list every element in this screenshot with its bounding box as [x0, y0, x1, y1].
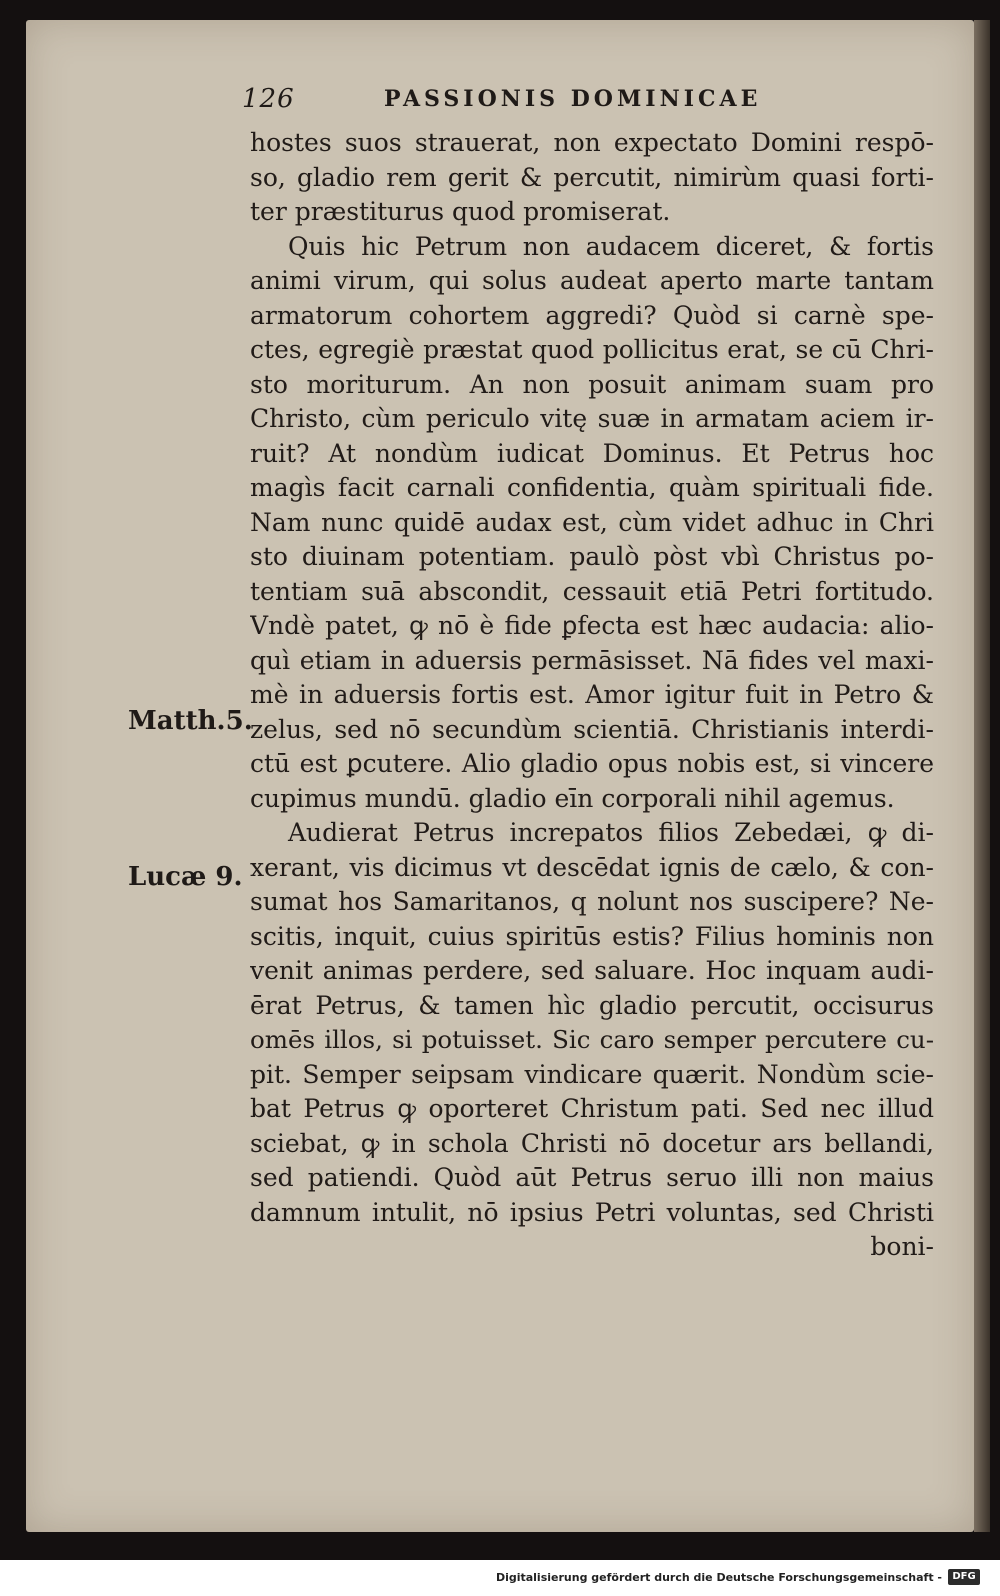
text-line: animi virum, qui solus audeat aperto marte tantam — [250, 266, 934, 295]
text-line: sto diuinam potentiam. paulò pòst vbì Christus po- — [250, 542, 934, 571]
page-header — [222, 84, 942, 124]
text-line: Vndè patet, ꝙ nō è fide ꝑfecta est hæc audacia: alio- — [250, 611, 934, 640]
text-line: Christo, cùm periculo vitę suæ in armatam aciem ir- — [250, 404, 934, 433]
text-line: ruit? At nondùm iudicat Dominus. Et Petrus hoc — [250, 438, 934, 468]
page-edge — [974, 20, 990, 1532]
dfg-logo: DFG — [948, 1569, 980, 1585]
text-line: sciebat, ꝙ in schola Christi nō docetur ars bellandi, — [250, 1128, 934, 1158]
text-line: xerant, vis dicimus vt descēdat ignis de cælo, & con- — [250, 852, 934, 882]
body-text — [250, 126, 934, 1265]
funding-credit: Digitalisierung gefördert durch die Deutsche Forschungsgemeinschaft - — [495, 1571, 942, 1584]
text-line: hostes suos strauerat, non expectato Domini respō- — [250, 128, 934, 157]
page-number: 126 — [242, 84, 295, 114]
footer-bar — [0, 1560, 1000, 1596]
text-line: damnum intulit, nō ipsius Petri voluntas, sed Christi — [250, 1197, 934, 1227]
text-line: zelus, sed nō secundùm scientiā. Christianis interdi- — [250, 714, 934, 744]
text-line: bat Petrus ꝙ oporteret Christum pati. Sed nec illud — [250, 1094, 934, 1123]
text-line: ctū est ꝑcutere. Alio gladio opus nobis est, si vincere — [250, 749, 934, 778]
margin-note-matth: Matth.5. — [128, 706, 253, 736]
catchword: boni- — [870, 1232, 934, 1261]
text-line: quì etiam in aduersis permāsisset. Nā fides vel maxi- — [250, 645, 934, 675]
text-line: Audierat Petrus increpatos filios Zebedæi, ꝙ di- — [288, 818, 934, 847]
text-line: Nam nunc quidē audax est, cùm videt adhuc in Chri — [250, 507, 934, 537]
text-line: so, gladio rem gerit & percutit, nimirùm quasi forti- — [250, 162, 934, 192]
margin-note-lucae: Lucæ 9. — [128, 862, 243, 892]
text-line: magìs facit carnali confidentia, quàm spirituali fide. — [250, 473, 934, 502]
text-line: cupimus mundū. gladio eīn corporali nihil agemus. — [250, 783, 895, 813]
text-line: Quis hic Petrum non audacem diceret, & fortis — [288, 231, 934, 261]
text-line: ctes, egregiè præstat quod pollicitus erat, se cū Chri- — [250, 335, 934, 364]
text-line: scitis, inquit, cuius spiritūs estis? Filius hominis non — [250, 921, 934, 951]
text-line: tentiam suā abscondit, cessauit etiā Petri fortitudo. — [250, 576, 934, 606]
running-title: PASSIONIS DOMINICAE — [384, 86, 762, 112]
text-line: pit. Semper seipsam vindicare quærit. Nondùm scie- — [250, 1059, 934, 1089]
text-line: mè in aduersis fortis est. Amor igitur fuit in Petro & — [250, 680, 934, 709]
text-line: ter præstiturus quod promiserat. — [250, 197, 671, 226]
text-line: omēs illos, si potuisset. Sic caro semper percutere cu- — [250, 1025, 934, 1054]
text-line: armatorum cohortem aggredi? Quòd si carnè spe- — [250, 300, 934, 330]
text-line: sed patiendi. Quòd aūt Petrus seruo illi non maius — [250, 1163, 934, 1192]
text-line: ērat Petrus, & tamen hìc gladio percutit, occisurus — [250, 990, 934, 1020]
text-line: venit animas perdere, sed saluare. Hoc inquam audi- — [250, 956, 934, 985]
text-line: sumat hos Samaritanos, q nolunt nos suscipere? Ne- — [250, 887, 934, 916]
text-line: sto moriturum. An non posuit animam suam pro — [250, 369, 934, 399]
